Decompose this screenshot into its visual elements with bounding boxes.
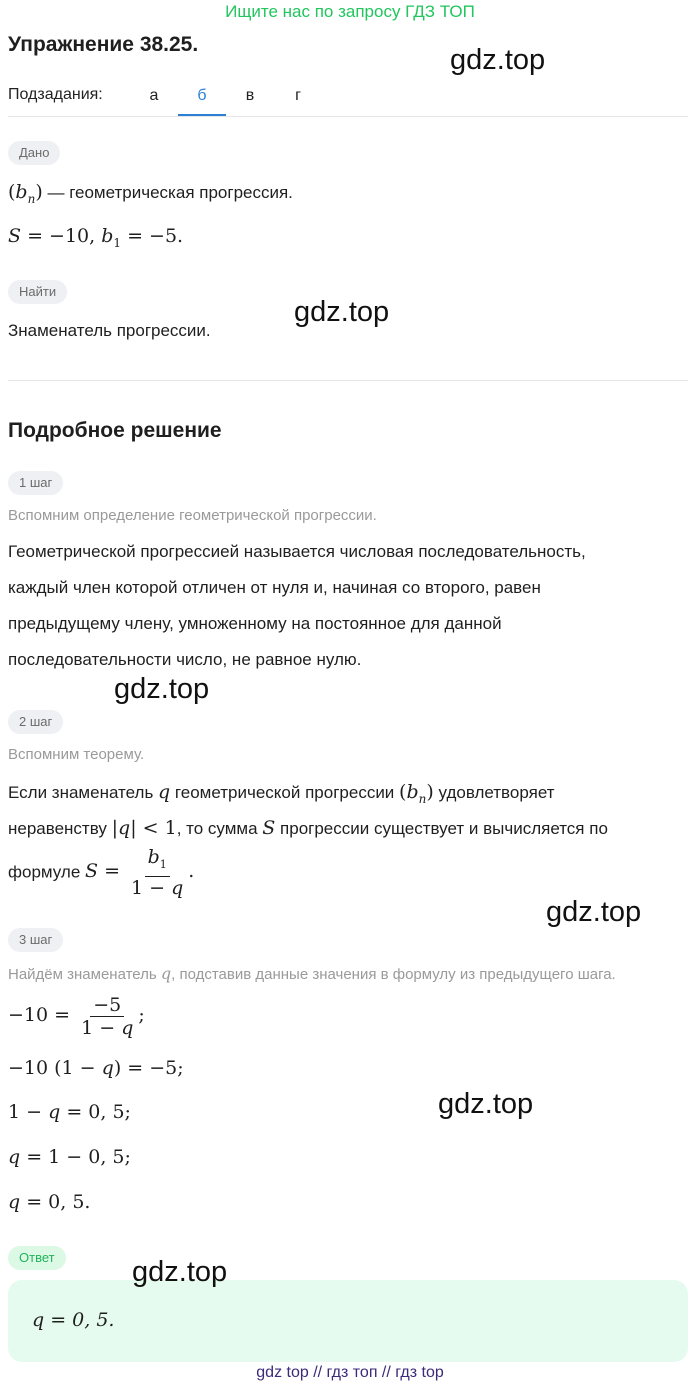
given-line-1-text: — геометрическая прогрессия. bbox=[42, 183, 293, 202]
step-2-line-2-a: неравенству bbox=[8, 819, 112, 838]
tab-g[interactable]: г bbox=[295, 87, 301, 104]
step-1-line-4: последовательности число, не равное нулю. bbox=[8, 650, 362, 669]
search-banner: Ищите нас по запросу ГДЗ ТОП bbox=[225, 2, 475, 21]
step-2-line-2: неравенству |q| < 1, то сумма S прогрессии существует и вычисляется по bbox=[8, 817, 608, 839]
solution-title: Подробное решение bbox=[8, 419, 222, 442]
step-1-badge: 1 шаг bbox=[8, 471, 63, 495]
step-1-line-1: Геометрической прогрессией называется числовая последовательность, bbox=[8, 542, 586, 561]
given-line-2: S = −10, $b_1 = -5$. bbox=[8, 225, 184, 250]
watermark: gdz.top bbox=[546, 896, 642, 928]
footer-links[interactable]: gdz top // гдз топ // гдз top bbox=[256, 1364, 444, 1381]
step-1-hint: Вспомним определение геометрической прогрессии. bbox=[8, 507, 377, 524]
step-2-badge: 2 шаг bbox=[8, 710, 63, 734]
equation-1: −10 = $\frac{-5}{1 - q}$ ; bbox=[8, 993, 145, 1039]
tab-v[interactable]: в bbox=[245, 87, 255, 104]
given-line-1: $(b_n)$ — геометрическая прогрессия. bbox=[8, 181, 293, 206]
page-title: Упражнение 38.25. bbox=[8, 33, 199, 56]
equation-2: −10 (1 − q) = −5; bbox=[8, 1057, 184, 1079]
step-2-line-2-c: прогрессии существует и вычисляется по bbox=[275, 819, 608, 838]
step-2-hint: Вспомним теорему. bbox=[8, 746, 145, 763]
step-2-line-1-a: Если знаменатель bbox=[8, 783, 159, 802]
watermark: gdz.top bbox=[450, 44, 546, 76]
watermark: gdz.top bbox=[294, 296, 390, 328]
watermark: gdz.top bbox=[114, 673, 210, 705]
step-2-line-3-a: формуле bbox=[8, 862, 85, 882]
step-3-badge: 3 шаг bbox=[8, 928, 63, 952]
subtasks-label: Подзадания: bbox=[8, 86, 103, 103]
step-1-line-3: предыдущему члену, умноженному на постоянное для данной bbox=[8, 614, 502, 633]
tab-a[interactable]: а bbox=[149, 87, 159, 104]
divider bbox=[8, 380, 688, 381]
step-3-hint-a: Найдём знаменатель bbox=[8, 966, 161, 983]
step-3-hint: Найдём знаменатель q, подставив данные значения в формулу из предыдущего шага. bbox=[8, 964, 616, 983]
equation-3: 1 − q = 0, 5; bbox=[8, 1101, 131, 1123]
find-badge: Найти bbox=[8, 280, 67, 304]
subtask-tabs bbox=[130, 78, 322, 116]
find-text: Знаменатель прогрессии. bbox=[8, 321, 211, 340]
step-2-line-1-b: геометрической прогрессии bbox=[170, 783, 400, 802]
answer-badge: Ответ bbox=[8, 1246, 66, 1270]
equation-4: q = 1 − 0, 5; bbox=[8, 1146, 131, 1168]
given-badge: Дано bbox=[8, 141, 60, 165]
step-2-line-1-c: удовлетворяет bbox=[433, 783, 555, 802]
step-3-hint-b: , подставив данные значения в формулу из предыдущего шага. bbox=[171, 966, 616, 983]
step-2-line-1: Если знаменатель q геометрической прогрессии $(b_n)$ удовлетворяет bbox=[8, 781, 555, 806]
divider bbox=[8, 116, 688, 117]
tab-b[interactable]: б bbox=[178, 78, 226, 116]
watermark: gdz.top bbox=[132, 1256, 228, 1288]
step-2-line-3: формуле S = $\frac{b_1}{1 - q}$ . bbox=[8, 846, 195, 899]
step-2-line-2-b: , то сумма bbox=[176, 819, 263, 838]
equation-5: q = 0, 5. bbox=[8, 1191, 91, 1213]
answer-value: q = 0, 5. bbox=[32, 1309, 115, 1331]
step-1-line-2: каждый член которой отличен от нуля и, начиная со второго, равен bbox=[8, 578, 541, 597]
watermark: gdz.top bbox=[438, 1088, 534, 1120]
